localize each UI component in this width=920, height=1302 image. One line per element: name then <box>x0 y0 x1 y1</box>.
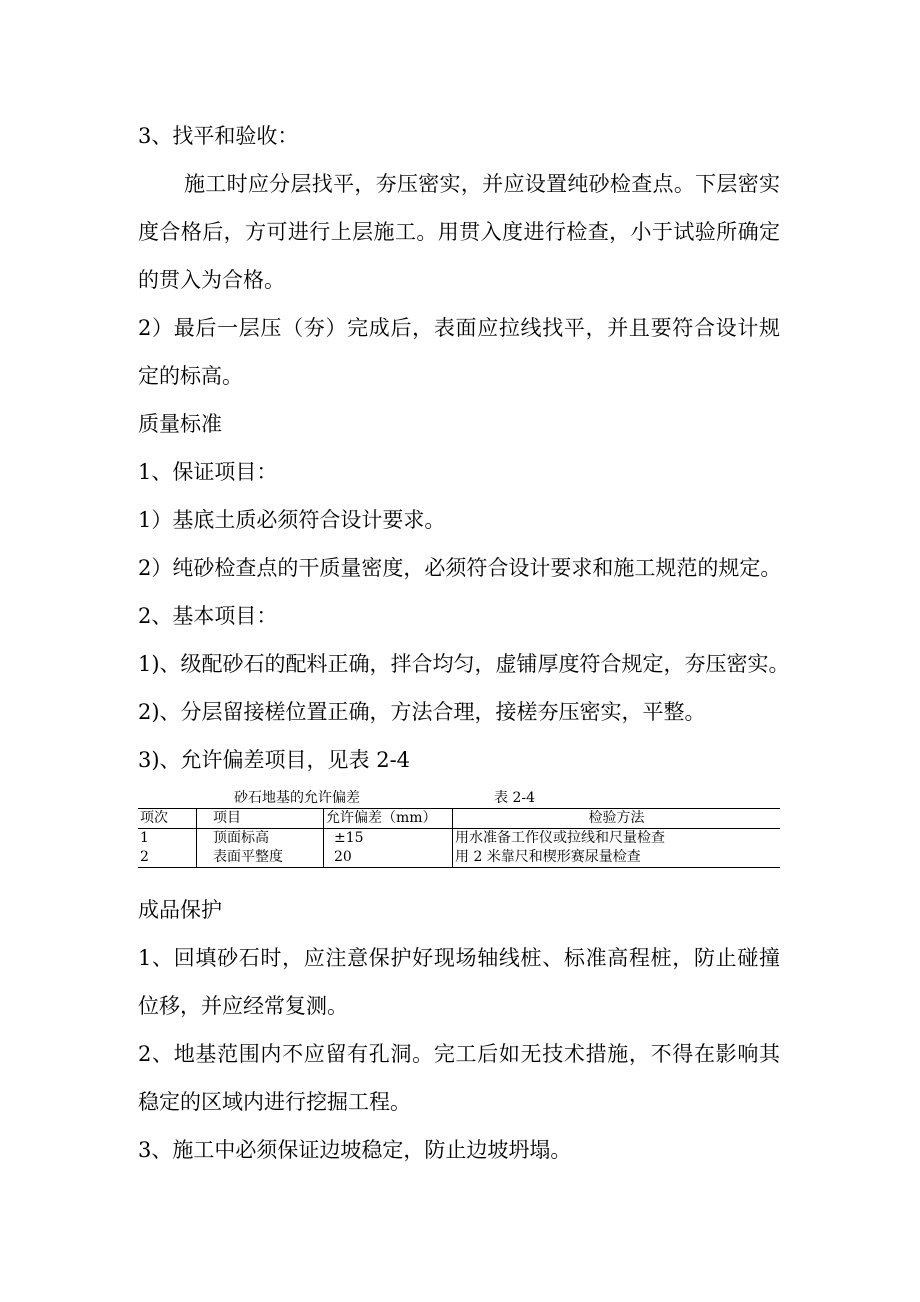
paragraph-line: 2）最后一层压（夯）完成后，表面应拉线找平，并且要符合设计规 <box>138 316 780 340</box>
paragraph-line: 1、回填砂石时，应注意保护好现场轴线桩、标准高程桩，防止碰撞 <box>138 946 780 970</box>
paragraph-line: 稳定的区域内进行挖掘工程。 <box>138 1090 411 1114</box>
table-number: 表 2-4 <box>494 790 535 806</box>
list-item: 2）纯砂检查点的干质量密度，必须符合设计要求和施工规范的规定。 <box>138 556 782 580</box>
section-heading-product-protection: 成品保护 <box>138 898 222 922</box>
deviation-table <box>138 808 780 868</box>
list-item: 1）基底土质必须符合设计要求。 <box>138 508 446 532</box>
header-cell-tolerance: 允许偏差（mm） <box>324 809 453 829</box>
table-cell: 2 <box>138 848 197 868</box>
paragraph-line: 的贯入为合格。 <box>138 268 285 292</box>
table-cell: 表面平整度 <box>197 848 324 868</box>
heading-leveling-acceptance: 3、找平和验收： <box>138 124 299 148</box>
table-cell: 20 <box>324 848 453 868</box>
paragraph-line: 位移，并应经常复测。 <box>138 994 348 1018</box>
paragraph-line: 3、施工中必须保证边坡稳定，防止边坡坍塌。 <box>138 1138 572 1162</box>
list-item: 3)、允许偏差项目，见表 2-4 <box>138 748 411 772</box>
table-cell: 1 <box>140 830 149 846</box>
paragraph-line: 度合格后，方可进行上层施工。用贯入度进行检查，小于试验所确定 <box>138 220 780 244</box>
table-header-row <box>138 809 780 829</box>
subheading-guarantee-items: 1、保证项目： <box>138 460 278 484</box>
header-cell-index: 项次 <box>138 809 197 829</box>
subheading-basic-items: 2、基本项目： <box>138 604 278 628</box>
header-cell-item: 项目 <box>197 809 324 829</box>
table-cell: 顶面标高 <box>197 829 324 849</box>
header-cell-method: 检验方法 <box>453 809 781 829</box>
table-cell: 用 2 米靠尺和楔形赛尿量检查 <box>453 848 781 868</box>
table-caption: 砂石地基的允许偏差 <box>234 790 360 806</box>
table-cell: 用水准备工作仪或拉线和尺量检查 <box>453 829 781 849</box>
table-row <box>138 848 780 868</box>
paragraph-line: 施工时应分层找平，夯压密实，并应设置纯砂检查点。下层密实 <box>184 172 780 196</box>
paragraph-line: 定的标高。 <box>138 364 243 388</box>
list-item: 2)、分层留接槎位置正确，方法合理，接槎夯压密实，平整。 <box>138 700 706 724</box>
table-cell: ±15 <box>324 829 453 849</box>
list-item: 1)、级配砂石的配料正确，拌合均匀，虚铺厚度符合规定，夯压密实。 <box>138 652 790 676</box>
paragraph-line: 2、地基范围内不应留有孔洞。完工后如无技术措施，不得在影响其 <box>138 1042 780 1066</box>
table-row <box>138 829 780 849</box>
section-heading-quality-standard: 质量标准 <box>138 412 222 436</box>
